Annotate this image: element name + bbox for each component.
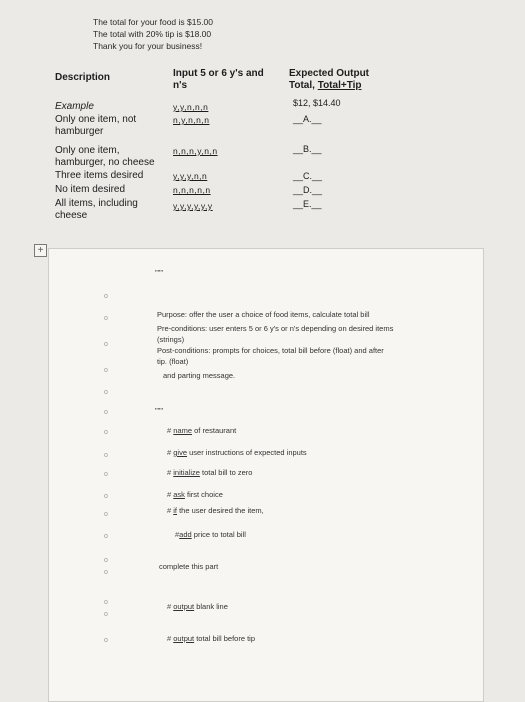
postcondition-line: Post-conditions: prompts for choices, total bill before (float) and after <box>157 346 384 355</box>
instruction-text: complete this part <box>159 562 219 571</box>
row-expected: __D.__ <box>293 185 323 195</box>
row-description: Example <box>55 101 94 112</box>
comment-keyword: name <box>173 426 193 435</box>
add-cell-icon[interactable]: + <box>34 244 47 257</box>
header-expected-line <box>289 80 389 92</box>
comment-keyword: add <box>179 530 192 539</box>
line-marker: o <box>104 367 108 374</box>
comment-text: first choice <box>184 490 223 499</box>
row-expected: __E.__ <box>293 199 322 209</box>
line-marker: o <box>104 637 108 644</box>
intro-line: The total with 20% tip is $18.00 <box>93 29 212 39</box>
precondition-line: (strings) <box>157 335 185 344</box>
comment-text: price to total bill <box>191 530 246 539</box>
row-description: Three items desired <box>55 170 144 181</box>
intro-line: Thank you for your business! <box>93 41 203 51</box>
row-input: y,y,n,n,n <box>173 102 209 112</box>
row-description <box>55 145 170 169</box>
line-marker: o <box>104 315 108 322</box>
comment-keyword: if <box>173 506 178 515</box>
comment-keyword: ask <box>173 490 185 499</box>
line-marker: o <box>104 293 108 300</box>
postcondition-line: and parting message. <box>163 371 236 380</box>
purpose-line: Purpose: offer the user a choice of food items, calculate total bill <box>157 310 370 319</box>
header-expected <box>289 68 389 92</box>
row-input: n,n,n,y,n,n <box>173 146 218 156</box>
row-input: y,y,y,n,n <box>173 171 208 181</box>
docstring-quote: """ <box>155 406 163 415</box>
comment-line: # ask first choice <box>167 490 223 499</box>
output-example <box>93 16 213 52</box>
line-marker: o <box>104 409 108 416</box>
line-marker: o <box>104 429 108 436</box>
line-marker: o <box>104 511 108 518</box>
comment-line: # if the user desired the item, <box>167 506 264 515</box>
line-marker: o <box>104 452 108 459</box>
row-description-line: All items, including <box>55 198 138 209</box>
postcondition-line: tip. (float) <box>157 357 189 366</box>
line-marker: o <box>104 599 108 606</box>
line-marker: o <box>104 611 108 618</box>
header-input-line: n's <box>173 80 188 91</box>
comment-line: # give user instructions of expected inputs <box>167 448 307 457</box>
line-marker: o <box>104 533 108 540</box>
row-description-line: hamburger <box>55 126 104 137</box>
comment-text: the user desired the item, <box>177 506 264 515</box>
header-input <box>173 68 273 92</box>
code-page <box>48 248 484 702</box>
comment-text: total bill before tip <box>194 634 255 643</box>
row-description-line: hamburger, no cheese <box>55 157 155 168</box>
row-input: y,y,y,y,y,y <box>173 201 213 211</box>
comment-text: blank line <box>194 602 228 611</box>
header-description: Description <box>55 72 111 83</box>
comment-line: #add price to total bill <box>175 530 246 539</box>
line-marker: o <box>104 493 108 500</box>
line-marker: o <box>104 471 108 478</box>
comment-keyword: give <box>173 448 188 457</box>
line-marker: o <box>104 341 108 348</box>
comment-line: # output total bill before tip <box>167 634 255 643</box>
row-expected: $12, $14.40 <box>293 98 341 108</box>
row-description-line: Only one item, not <box>55 114 137 125</box>
comment-line: # initialize total bill to zero <box>167 468 253 477</box>
header-input-line: Input 5 or 6 y's and <box>173 68 264 79</box>
comment-line: # name of restaurant <box>167 426 237 435</box>
comment-line: # output blank line <box>167 602 228 611</box>
header-expected-line: Expected Output <box>289 68 370 79</box>
comment-keyword: output <box>173 634 195 643</box>
comment-text: total bill to zero <box>199 468 253 477</box>
precondition-line: Pre-conditions: user enters 5 or 6 y's or n's depending on desired items <box>157 324 394 333</box>
row-input: n,y,n,n,n <box>173 115 210 125</box>
row-input: n,n,n,n,n <box>173 185 211 195</box>
header-total: Total, <box>289 80 318 91</box>
row-expected: __B.__ <box>293 144 322 154</box>
line-marker: o <box>104 389 108 396</box>
row-description-line: cheese <box>55 210 88 221</box>
docstring-body <box>157 309 457 381</box>
intro-line: The total for your food is $15.00 <box>93 17 214 27</box>
comment-keyword: output <box>173 602 195 611</box>
row-expected: __A.__ <box>293 114 322 124</box>
row-description <box>55 198 170 222</box>
line-marker: o <box>104 569 108 576</box>
row-description-line: Only one item, <box>55 145 120 156</box>
row-description: No item desired <box>55 184 126 195</box>
row-description <box>55 114 170 138</box>
comment-text: user instructions of expected inputs <box>187 448 307 457</box>
line-marker: o <box>104 557 108 564</box>
comment-keyword: initialize <box>173 468 200 477</box>
row-expected: __C.__ <box>293 171 323 181</box>
header-total-tip: Total+Tip <box>317 80 362 91</box>
docstring-quote: """ <box>155 268 163 277</box>
comment-text: of restaurant <box>192 426 237 435</box>
